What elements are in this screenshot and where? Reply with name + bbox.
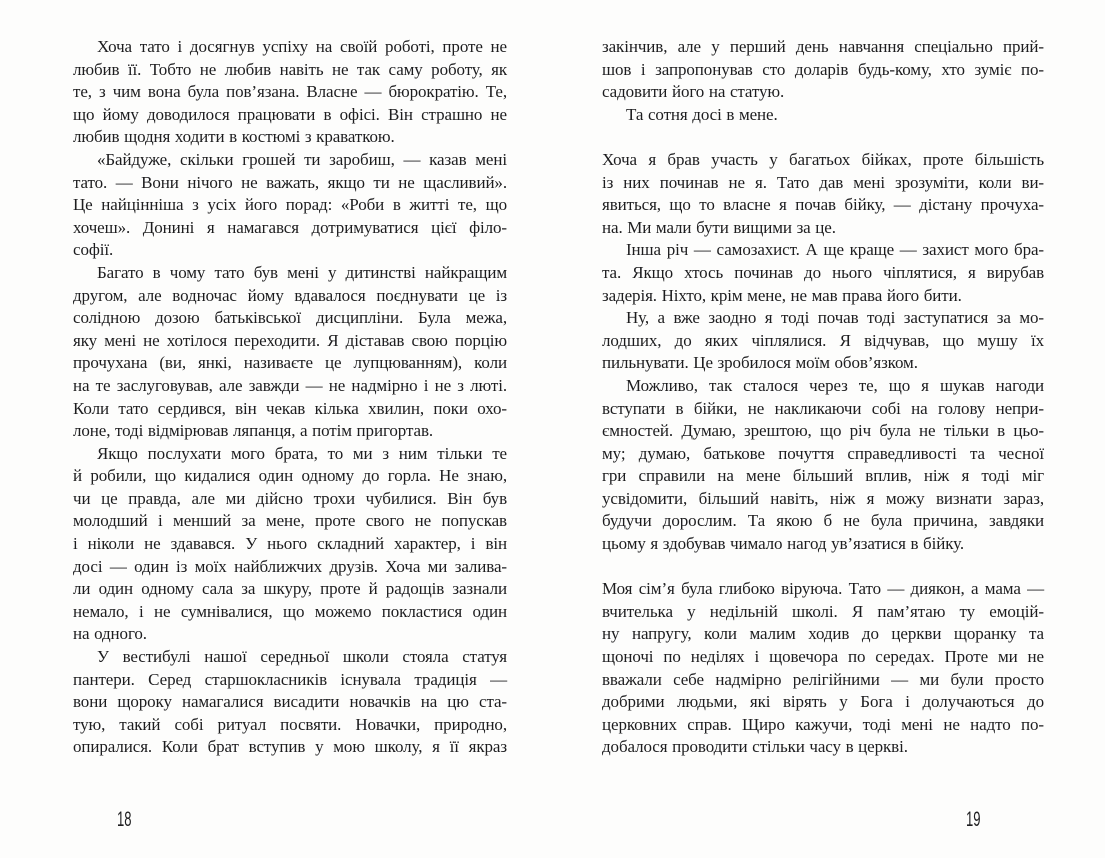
text-line: і ніколи не здавався. У нього складний характер, і він (73, 534, 507, 554)
text-line: садовити його на статую. (602, 82, 785, 102)
text-line: немало, і не сумнівалися, що можемо покластися один (73, 601, 507, 621)
text-line: Якщо послухати мого брата, то ми з ним тільки те (97, 443, 507, 463)
text-line: молодший і менший за мене, проте свого не попускав (73, 511, 507, 531)
text-line: із них починав не я. Тато дав мені зрозуміти, коли ви- (602, 172, 1044, 192)
paragraph (602, 239, 1044, 307)
page-left-text (73, 36, 507, 759)
text-line: Хоча тато і досягнув успіху на своїй роботі, проте не (97, 37, 507, 56)
page-number-left: 18 (117, 808, 132, 831)
paragraph (73, 646, 507, 759)
text-line: пантери. Серед старшокласників існувала традиція — (73, 669, 507, 689)
text-line: ли один одному сала за шкуру, проте й радощів зазнали (73, 579, 507, 599)
text-line: Це найцінніша з усіх його порад: «Роби в житті те, що (73, 195, 507, 215)
text-line: софії. (73, 240, 114, 260)
text-line: Можливо, так сталося через те, що я шукав нагоди (626, 375, 1044, 395)
paragraph (73, 443, 507, 646)
text-line: вони щороку намагалися висадити новачків на цю ста- (73, 692, 507, 712)
text-line: Інша річ — самозахист. А ще краще — захист мого бра- (626, 240, 1044, 260)
text-line: любив її. Тобто не любив навіть не так саму роботу, як (73, 59, 507, 79)
text-line: лодших, до яких чіплялися. Я відчував, що мушу їх (602, 330, 1044, 350)
paragraph (73, 149, 507, 262)
paragraph (602, 578, 1044, 759)
text-line: Моя сім’я була глибоко віруюча. Тато — диякон, а мама — (602, 579, 1044, 599)
text-line: солідною дозою батьківської дисципліни. Була межа, (73, 308, 507, 328)
text-line: щоночі по неділях і щовечора по середах. Проте ми не (602, 647, 1044, 667)
paragraph (602, 375, 1044, 556)
text-line: вважали себе надмірно релігійними — ми були просто (602, 669, 1044, 689)
paragraph (602, 104, 1044, 127)
text-line: гри справили на мене більший вплив, ніж я тоді міг (602, 466, 1044, 486)
text-line: Ну, а вже заодно я тоді почав тоді заступатися за мо- (626, 308, 1044, 328)
text-line: шов і запропонував сто доларів будь-кому, хто зуміє по- (602, 59, 1044, 79)
text-line: й робили, що кидалися один одному до горла. Не знаю, (73, 466, 507, 486)
text-line: досі — один із моїх найближчих друзів. Хоча ми залива- (73, 556, 507, 576)
text-line: У вестибулі нашої середньої школи стояла статуя (97, 647, 507, 667)
text-line: задерія. Ніхто, крім мене, не мав права його бити. (602, 285, 962, 305)
paragraph (602, 149, 1044, 239)
text-line: те, з чим вона була пов’язана. Власне — бюрократію. Те, (73, 82, 507, 102)
text-line: хочеш». Донині я намагався дотримуватися цієї філо- (73, 217, 507, 237)
text-line: яку мені не хотілося переходити. Я діставав свою порцію (73, 330, 507, 350)
text-line: чи це правда, але ми дійсно трохи чубилися. Він був (73, 488, 507, 508)
text-line: пильнувати. Це зробилося моїм обов’язком. (602, 353, 918, 373)
text-line: Багато в чому тато був мені у дитинстві найкращим (97, 262, 507, 282)
text-line: му; думаю, батькове почуття справедливості та чесної (602, 443, 1044, 463)
text-line: цьому я здобував чимало нагод ув’язатися в бійку. (602, 534, 964, 554)
text-line: що йому доводилося працювати в офісі. Він страшно не (73, 104, 507, 124)
text-line: на одного. (73, 624, 147, 644)
text-line: ємностей. Думаю, зрештою, що річ була не тільки в цьо- (602, 421, 1044, 441)
page-number-right: 19 (966, 808, 981, 831)
page-right-text (602, 36, 1044, 759)
text-line: «Байдуже, скільки грошей ти заробиш, — казав мені (97, 149, 507, 169)
text-line: вступати в бійки, не накликаючи собі на голову непри- (602, 398, 1044, 418)
text-line: лоне, тоді відмірював ляпанця, а потім пригортав. (73, 421, 434, 441)
text-line: Коли тато сердився, він чекав кілька хвилин, поки охо- (73, 398, 507, 418)
paragraph (602, 307, 1044, 375)
text-line: прочухана (ви, янкі, називаєте це лупцюванням), коли (73, 353, 507, 373)
paragraph (73, 262, 507, 443)
text-line: тато. — Вони нічого не важать, якщо ти не щасливий». (73, 172, 507, 192)
text-line: будучи дорослим. Та якою б не була причина, завдяки (602, 511, 1044, 531)
text-line: на те заслуговував, але завжди — не надмірно і не з люті. (73, 375, 507, 395)
text-line: явиться, що то власне я почав бійку, — дістану прочуха- (602, 195, 1044, 215)
paragraph (602, 36, 1044, 104)
text-line: тую, такий собі ритуал посвяти. Новачки, природно, (73, 714, 507, 734)
text-line: на. Ми мали бути вищими за це. (602, 217, 836, 237)
text-line: та. Якщо хтось починав до нього чіплятися, я вирубав (602, 262, 1044, 282)
text-line: закінчив, але у перший день навчання спеціально прий- (602, 37, 1044, 56)
text-line: добалося проводити стільки часу в церкві. (602, 737, 908, 757)
paragraph (73, 36, 507, 149)
text-line: ну напругу, коли малим ходив до церкви щоранку та (602, 624, 1044, 644)
text-line: любив щодня ходити в костюмі з краваткою. (73, 127, 395, 147)
text-line: церковних справ. Щиро кажучи, тоді мені не надто по- (602, 714, 1044, 734)
text-line: добрими людьми, які вірять у Бога і долучаються до (602, 692, 1044, 712)
text-line: опиралися. Коли брат вступив у мою школу, я її якраз (73, 737, 507, 757)
text-line: Хоча я брав участь у багатьох бійках, проте більшість (602, 149, 1044, 169)
text-line: Та сотня досі в мене. (626, 104, 778, 124)
text-line: вчителька у недільній школі. Я пам’ятаю ту емоцій- (602, 601, 1044, 621)
text-line: усвідомити, більший навіть, ніж я можу визнати зараз, (602, 488, 1044, 508)
text-line: другом, але водночас йому вдавалося поєднувати це із (73, 285, 507, 305)
